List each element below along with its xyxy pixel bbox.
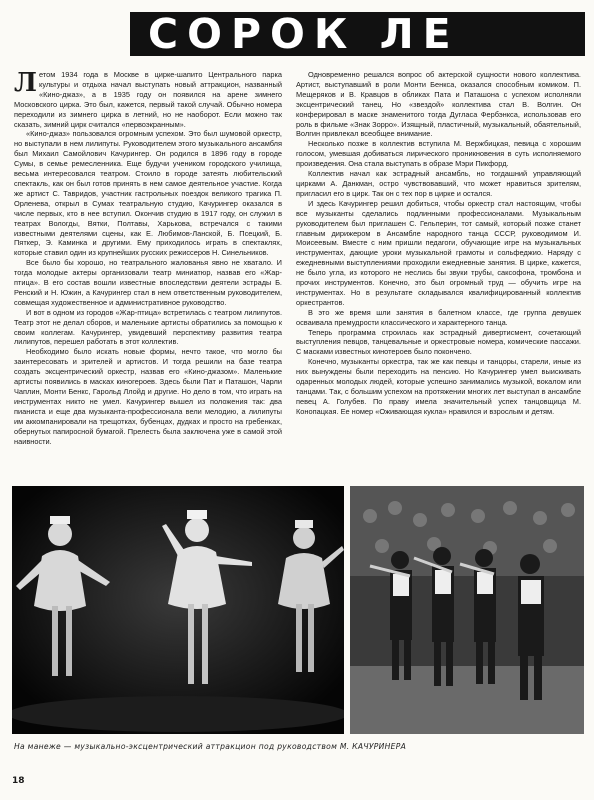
paragraph: Теперь программа строилась как эстрадный дивертисмент, сочетающий выступления певцов, танцевальные и оркестровые номера, комические пассажи. С масками известных кинотероев было покончено. bbox=[296, 327, 581, 357]
photo-caption: На манеже — музыкально-эксцентрический аттракцион под руководством М. КАЧУРИНЕРА bbox=[14, 742, 407, 751]
article-column-left bbox=[14, 70, 282, 472]
paragraph: Одновременно решался вопрос об актерской сущности нового коллектива. Артист, выступавший в роли Монти Бенкса, оказался способным комиком. П. Мещеряков и В. Кравцов в обликах Пата и Паташона с успехом исполняли эксцентрический танец. Но «звездой» коллектива стал В. Волгин. Он конферировал в маске знаменитого тогда Дугласа Фербэнкса, использовав его роль в фильме «Знак Зорро». Изящный, пластичный, музыкальный, обаятельный, Волгин привлекал всеобщее внимание. bbox=[296, 70, 581, 139]
paragraph: Коллектив начал как эстрадный ансамбль, но тогдашний управляющий цирками А. Данкман, остро чувствовавший, что может нравиться зрителям, пригласил его в цирк. Так он с тех пор в цирке и остался. bbox=[296, 169, 581, 198]
paragraph: «Кино-джаз» пользовался огромным успехом. Это был шумовой оркестр, но выступали в нем лилипуты. Руководителем этого музыкального ансамбля был Михаил Самойлович Качурингер. Он родился в 1896 году в городе Сумы, в семье ремесленника. Еще будучи учеником городского училища, весьма интересовался театром. Стоило в городе затеять любительский спектакль, как он был готов принять в нем самое деятельное участие. Когда же артист С. Тавридов, участник гастрольных поездок великого трагика П. Орленева, открыл в Сумах театральную студию, Качурингер оказался в числе первых, кто в нее вступил. Окончив студию в 1917 году, он служил в театрах Вологды, Вятки, Полтавы, Харькова, встречался с такими известными деятелями сцены, как Е. Любимов-Ланской, Б. Псецкий, Б. Пяткер, Э. Каминка и другими. Ему приходилось играть в спектаклях, которые ставил один из крупнейших русских режиссеров Н. Синельников. bbox=[14, 129, 282, 258]
paragraph: Конечно, музыканты оркестра, так же как певцы и танцоры, старели, иные из них вынуждены были переходить на пенсию. Но Качурингер умел выискивать одаренных молодых людей, которые успешно занимались музыкой, вокалом или танцами. Так, с большим успехом на протяжении многих лет выступал в ансамбле певец А. Голубев. По праву имела значительный успех танцовщица М. Конопацкая. Ее номер «Оживающая кукла» нравился и взрослым и детям. bbox=[296, 357, 581, 416]
paragraph: Все было бы хорошо, но театрального жалованья явно не хватало. И тогда молодые актеры организовали театр миниатюр, назвав его «Жар-птица». В его состав вошли известные впоследствии деятели эстрады Б. Ренский и Н. Южин, а Качурингер стал в нем ответственным руководителем, совмещая художественное и административное руководство. bbox=[14, 258, 282, 307]
page-number: 18 bbox=[12, 776, 25, 786]
drop-cap: Л bbox=[14, 70, 37, 98]
photo-dancers bbox=[12, 486, 344, 734]
paragraph: И здесь Качурингер решил добиться, чтобы оркестр стал настоящим, чтобы все музыканты сделались подлинными профессионалами. Музыкальным руководителем был приглашен С. Гельперин, тот самый, который позже станет главным дирижером в Ансамбле народного танца СССР, руководимом И. Моисеевым. Вместе с ним пришли педагоги, обучающие игре на музыкальных инструментах, дающие уроки музыкальной грамоты и сольфеджио. Наряду с ежедневными выступлениями проходили ежедневные занятия. В цирке, кажется, не было угла, из которого не неслись бы звуки трубы, саксофона, тромбона и прочих инструментов. Конечно, это был огромный труд — обучить игре на инструментах. Но в результате складывался квалифицированный коллектив оркестрантов. bbox=[296, 198, 581, 307]
paragraph: Летом 1934 года в Москве в цирке-шапито Центрального парка культуры и отдыха начал выступать новый аттракцион, названный «Кино-джаз», а в 1935 году он появился на арене зимнего Московского цирка. Это был, кажется, первый такой случай. Обычно номера переходили из зимнего цирка в летний, но не наоборот. Если можно так сказать, зимний цирк считался «первоэкранным». bbox=[14, 70, 282, 129]
paragraph: Необходимо было искать новые формы, нечто такое, что могло бы заинтересовать и зрителей и артистов. И тогда решили на базе театра создать эксцентрический оркестр, назвав его «Кино-джазом». Маленькие артисты появились в масках киногероев. Здесь были Пат и Паташон, Чарли Чаплин, Монти Бенкс, Гарольд Ллойд и другие. Но дело в том, что играть на инструментах никто не умел. Качурингер вышел из положения так: два пианиста и еще два музыканта-профессионала вели мелодию, а лилипуты им аккомпанировали на трещотках, бубенцах, дудках и просто на гребенках, обернутых папиросной бумагой. Прелесть была заключена уже в самой этой наивности. bbox=[14, 347, 282, 446]
photo-orchestra bbox=[350, 486, 584, 734]
paragraph: В это же время шли занятия в балетном классе, где группа девушек осваивала премудрости классического и характерного танца. bbox=[296, 307, 581, 327]
article-title: СОРОК ЛЕ bbox=[148, 12, 460, 56]
article-column-right bbox=[296, 70, 581, 472]
paragraph: И вот в одном из городов «Жар-птица» встретилась с театром лилипутов. Театр этот не делал сборов, и маленькие артисты обратились за помощью к своим коллегам. Качурингер, увидевший перспективу развития театра лилипутов, перешел работать в этот коллектив. bbox=[14, 307, 282, 347]
header-banner bbox=[130, 12, 585, 56]
paragraph: Несколько позже в коллектив вступила М. Вержбицкая, певица с хорошим голосом, умевшая добиваться лирического проникновения в суть исполняемого произведения. Она стала выступать в образе Мэри Пикфорд. bbox=[296, 139, 581, 169]
